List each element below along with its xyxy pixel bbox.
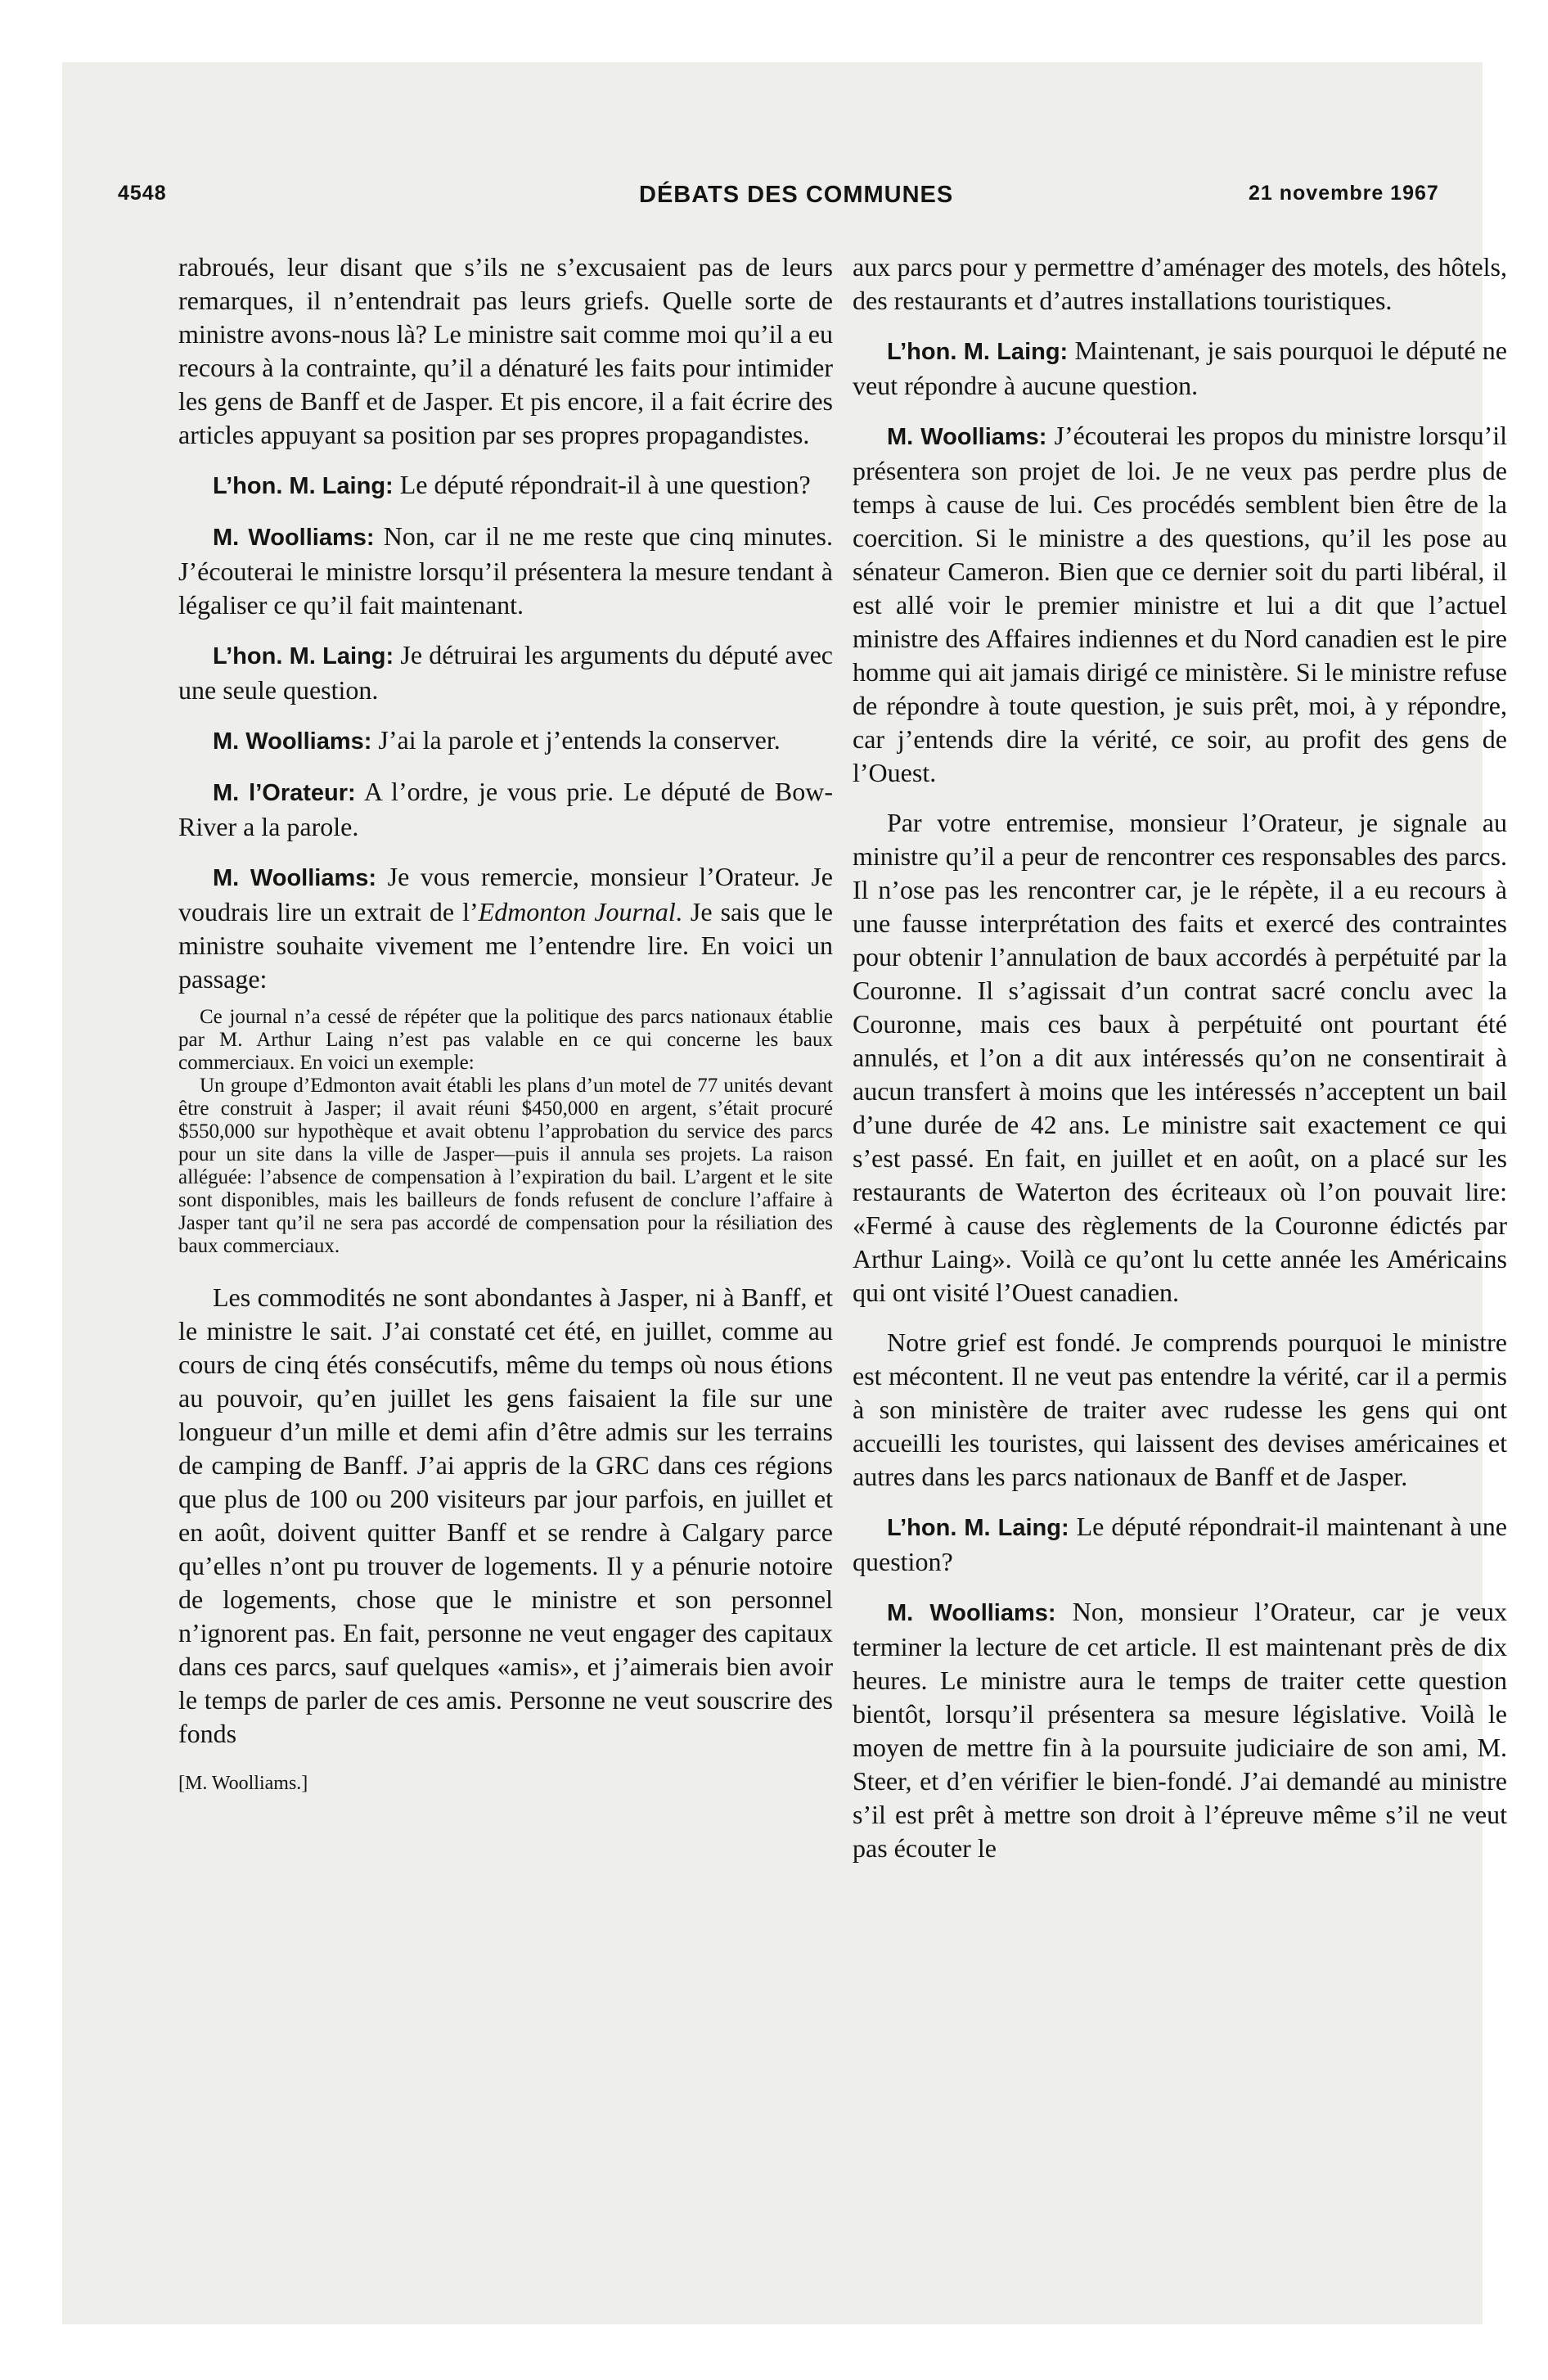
page-date: 21 novembre 1967	[1249, 182, 1439, 205]
left-column	[178, 250, 833, 1801]
speaker-name: L’hon. M. Laing:	[887, 339, 1069, 365]
paragraph	[853, 419, 1507, 790]
speaker-name: M. Woolliams:	[887, 1600, 1056, 1626]
newspaper-title: Edmonton Journal	[478, 897, 676, 926]
speech-text: J’ai la parole et j’entends la conserver.	[371, 725, 781, 755]
speech-text: Non, monsieur l’Orateur, car je veux terminer la lecture de cet article. Il est maintenant près de dix heures. Le ministre aura le temps de traiter cette question bientôt, lorsqu’il présentera sa mesure législative. Voilà le moyen de mettre fin à la poursuite judiciaire de son ami, M. Steer, et d’en vérifier le bien-fondé. J’ai demandé au ministre s’il est prêt à mettre son droit à l’épreuve même s’il ne veut pas écouter le	[853, 1597, 1508, 1863]
paragraph: Par votre entremise, monsieur l’Orateur, je signale au ministre qu’il a peur de rencontrer ces responsables des parcs. Il n’ose pas les rencontrer car, je le répète, il a eu recours à une fausse interprétation des faits et exercé des contraintes pour obtenir l’annulation de baux accordés à perpétuité par la Couronne. Il s’agissait d’un contrat sacré conclu avec la Couronne, mais ces baux à perpétuité ont pourtant été annulés, et l’on a dit aux intéressés qu’on ne consentirait à aucun transfert à moins que les intéressés n’acceptent un bail d’une durée de 42 ans. Le ministre sait exactement ce qui s’est passé. En fait, en juillet et en août, on a placé sur les restaurants de Waterton des écriteaux où l’on pouvait lire: «Fermé à cause des règlements de la Couronne édictés par Arthur Laing». Voilà ce qu’ont lu cette année les Américains qui ont visité l’Ouest canadien.	[853, 808, 1507, 1307]
paragraph	[853, 1510, 1507, 1579]
quoted-extract	[178, 1006, 833, 1258]
speech-text: J’écouterai les propos du ministre lorsqu’il présentera son projet de loi. Je ne veux pas perdre plus de temps à cause de lui. Ces procédés semblent bien être de la coercition. Si le ministre a des questions, qu’il les pose au sénateur Cameron. Bien que ce dernier soit du parti libéral, il est allé voir le premier ministre et lui a dit que l’actuel ministre des Affaires indiennes et du Nord canadien est le pire homme qui ait jamais dirigé ce ministère. Si le ministre refuse de répondre à toute question, je suis prêt, moi, à y répondre, car j’entends dire la vérité, ce soir, au profit des gens de l’Ouest.	[853, 421, 1508, 787]
paragraph	[853, 1595, 1507, 1865]
paragraph	[178, 775, 833, 844]
paragraph: aux parcs pour y permettre d’aménager des motels, des hôtels, des restaurants et d’autres installations touristiques.	[853, 252, 1507, 315]
paragraph: Les commodités ne sont abondantes à Jasper, ni à Banff, et le ministre le sait. J’ai constaté cet été, en juillet, comme au cours de cinq étés consécutifs, même du temps où nous étions au pouvoir, qu’en juillet les gens faisaient la file sur une longueur d’un mille et demi afin d’être admis sur les terrains de camping de Banff. J’ai appris de la GRC dans ces régions que plus de 100 ou 200 visiteurs par jour parfois, en juillet et en août, doivent quitter Banff et se rendre à Calgary parce qu’elles n’ont pu trouver de logements. Il y a pénurie notoire de logements, chose que le ministre et son personnel n’ignorent pas. En fait, personne ne veut engager des capitaux dans ces parcs, sauf quelques «amis», et j’aimerais bien avoir le temps de parler de ces amis. Personne ne veut souscrire des fonds	[178, 1282, 833, 1748]
speech-text: Je vous remercie, monsieur l’Orateur. Je voudrais lire un extrait de l’	[178, 862, 834, 926]
speech-text: Le député répondrait-il à une question?	[393, 470, 811, 499]
speech-text: Maintenant, je sais pourquoi le député ne veut répondre à aucune question.	[853, 336, 1508, 400]
speaker-name: L’hon. M. Laing:	[887, 1515, 1069, 1541]
speaker-name: M. l’Orateur:	[213, 780, 356, 806]
speaker-signature: [M. Woolliams.]	[178, 1773, 308, 1794]
speaker-name: M. Woolliams:	[213, 728, 372, 755]
speech-text: Le député répondrait-il maintenant à une question?	[853, 1512, 1507, 1576]
speaker-name: M. Woolliams:	[887, 424, 1047, 450]
speech-text: Non, car il ne me reste que cinq minutes. J’écouterai le ministre lorsqu’il présentera la mesure tendant à légaliser ce qu’il fait maintenant.	[178, 521, 834, 620]
paragraph: Notre grief est fondé. Je comprends pourquoi le ministre est mécontent. Il ne veut pas entendre la vérité, car il a permis à son ministère de traiter avec rudesse les gens qui ont accueilli les touristes, qui laissent des devises américaines et autres dans les parcs nationaux de Banff et de Jasper.	[853, 1327, 1507, 1491]
paragraph	[178, 638, 833, 707]
speaker-name: L’hon. M. Laing:	[213, 473, 394, 499]
paragraph	[178, 520, 833, 622]
speaker-name: M. Woolliams:	[213, 865, 377, 891]
right-column	[853, 250, 1507, 1882]
paragraph: rabroués, leur disant que s’ils ne s’excusaient pas de leurs remarques, il n’entendrait pas leurs griefs. Quelle sorte de ministre avons-nous là? Le ministre sait comme moi qu’il a eu recours à la contrainte, qu’il a dénaturé les faits pour intimider les gens de Banff et de Jasper. Et pis encore, il a fait écrire des articles appuyant sa position par ses propres propagandistes.	[178, 252, 833, 449]
speaker-name: M. Woolliams:	[213, 525, 375, 551]
scanned-page	[62, 62, 1508, 2324]
speech-text: A l’ordre, je vous prie. Le député de Bow-River a la parole.	[178, 777, 834, 841]
speech-text: Je détruirai les arguments du député avec une seule question.	[178, 640, 834, 705]
quote-paragraph: Ce journal n’a cessé de répéter que la politique des parcs nationaux établie par M. Arthur Laing n’est pas valable en ce qui concerne les baux commerciaux. En voici un exemple:	[178, 1006, 833, 1074]
paragraph	[178, 860, 833, 996]
paragraph	[178, 468, 833, 503]
speech-text: . Je sais que le ministre souhaite vivement me l’entendre lire. En voici un passage:	[178, 897, 833, 994]
paragraph	[178, 723, 833, 759]
quote-paragraph: Un groupe d’Edmonton avait établi les plans d’un motel de 77 unités devant être construit à Jasper; il avait réuni $450,000 en argent, s’était procuré $550,000 sur hypothèque et avait obtenu l’approbation du service des parcs pour un site dans la ville de Jasper—puis il annula ses projets. La raison alléguée: l’absence de compensation à l’expiration du bail. L’argent et le site sont disponibles, mais les bailleurs de fonds refusent de conclure l’affaire à Jasper tant qu’il ne sera pas accordé de compensation pour la résiliation des baux commerciaux.	[178, 1075, 833, 1257]
running-title: DÉBATS DES COMMUNES	[639, 182, 954, 208]
paragraph	[853, 334, 1507, 403]
speaker-name: L’hon. M. Laing:	[213, 643, 394, 669]
page-number: 4548	[118, 182, 167, 205]
